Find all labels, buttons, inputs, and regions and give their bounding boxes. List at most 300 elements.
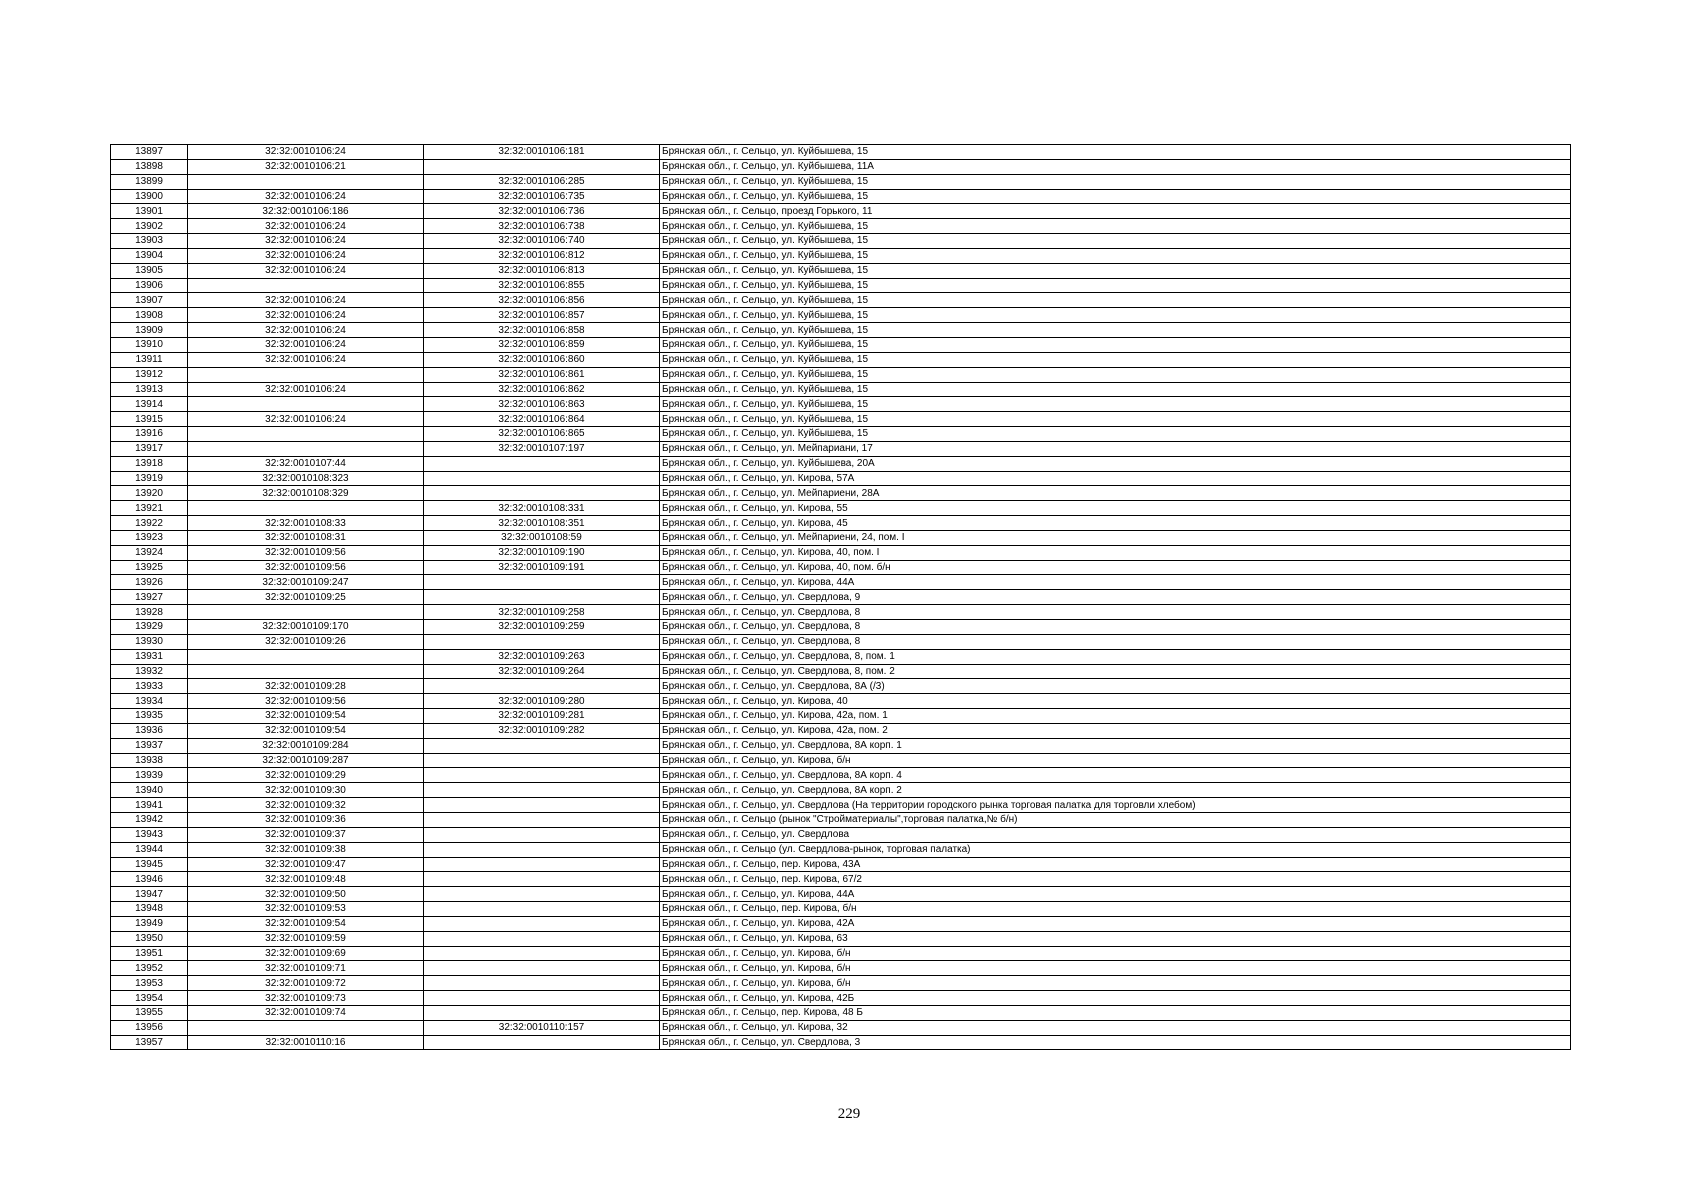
cadastral-number-a-cell: 32:32:0010106:24 — [188, 352, 424, 367]
address-cell: Брянская обл., г. Сельцо, ул. Свердлова, 8А корп. 1 — [660, 738, 1571, 753]
cadastral-number-b-cell — [424, 798, 660, 813]
cadastral-number-a-cell — [188, 427, 424, 442]
table-row — [111, 575, 1571, 590]
cadastral-number-b-cell — [424, 768, 660, 783]
cadastral-number-b-cell — [424, 486, 660, 501]
row-number-cell: 13899 — [111, 174, 188, 189]
table-row — [111, 738, 1571, 753]
table-row — [111, 397, 1571, 412]
address-cell: Брянская обл., г. Сельцо, ул. Кирова, б/н — [660, 976, 1571, 991]
table-row — [111, 709, 1571, 724]
table-row — [111, 1005, 1571, 1020]
table-row — [111, 174, 1571, 189]
row-number-cell: 13941 — [111, 798, 188, 813]
row-number-cell: 13897 — [111, 145, 188, 160]
address-cell: Брянская обл., г. Сельцо, ул. Куйбышева, 15 — [660, 145, 1571, 160]
cadastral-number-a-cell — [188, 1020, 424, 1035]
row-number-cell: 13906 — [111, 278, 188, 293]
cadastral-number-b-cell: 32:32:0010106:856 — [424, 293, 660, 308]
address-cell: Брянская обл., г. Сельцо, ул. Куйбышева, 15 — [660, 278, 1571, 293]
address-cell: Брянская обл., г. Сельцо, ул. Кирова, б/н — [660, 946, 1571, 961]
registry-table-body — [111, 145, 1571, 1050]
address-cell: Брянская обл., г. Сельцо, ул. Куйбышева, 15 — [660, 397, 1571, 412]
row-number-cell: 13925 — [111, 560, 188, 575]
address-cell: Брянская обл., г. Сельцо, пер. Кирова, б/н — [660, 902, 1571, 917]
cadastral-number-a-cell — [188, 664, 424, 679]
cadastral-number-b-cell: 32:32:0010106:861 — [424, 367, 660, 382]
cadastral-number-b-cell — [424, 590, 660, 605]
table-row — [111, 308, 1571, 323]
row-number-cell: 13929 — [111, 620, 188, 635]
table-row — [111, 649, 1571, 664]
address-cell: Брянская обл., г. Сельцо, ул. Куйбышева, 15 — [660, 323, 1571, 338]
row-number-cell: 13921 — [111, 501, 188, 516]
address-cell: Брянская обл., г. Сельцо, ул. Кирова, 42а, пом. 1 — [660, 709, 1571, 724]
cadastral-number-a-cell: 32:32:0010106:24 — [188, 337, 424, 352]
address-cell: Брянская обл., г. Сельцо, ул. Свердлова, 9 — [660, 590, 1571, 605]
cadastral-number-b-cell — [424, 159, 660, 174]
table-row — [111, 768, 1571, 783]
address-cell: Брянская обл., г. Сельцо, ул. Куйбышева, 11А — [660, 159, 1571, 174]
address-cell: Брянская обл., г. Сельцо, ул. Кирова, б/н — [660, 753, 1571, 768]
row-number-cell: 13927 — [111, 590, 188, 605]
row-number-cell: 13937 — [111, 738, 188, 753]
address-cell: Брянская обл., г. Сельцо, ул. Мейпариени, 24, пом. I — [660, 530, 1571, 545]
table-row — [111, 427, 1571, 442]
cadastral-number-b-cell — [424, 902, 660, 917]
address-cell: Брянская обл., г. Сельцо, проезд Горького, 11 — [660, 204, 1571, 219]
cadastral-number-b-cell — [424, 961, 660, 976]
cadastral-number-b-cell: 32:32:0010106:859 — [424, 337, 660, 352]
address-cell: Брянская обл., г. Сельцо, ул. Куйбышева, 15 — [660, 308, 1571, 323]
address-cell: Брянская обл., г. Сельцо (рынок "Стройматериалы",торговая палатка,№ б/н) — [660, 812, 1571, 827]
address-cell: Брянская обл., г. Сельцо, ул. Куйбышева, 15 — [660, 189, 1571, 204]
table-row — [111, 902, 1571, 917]
cadastral-number-a-cell: 32:32:0010109:30 — [188, 783, 424, 798]
cadastral-number-a-cell — [188, 367, 424, 382]
address-cell: Брянская обл., г. Сельцо, ул. Куйбышева, 15 — [660, 382, 1571, 397]
row-number-cell: 13943 — [111, 827, 188, 842]
cadastral-number-b-cell — [424, 842, 660, 857]
row-number-cell: 13903 — [111, 234, 188, 249]
table-row — [111, 887, 1571, 902]
cadastral-number-b-cell: 32:32:0010106:813 — [424, 263, 660, 278]
address-cell: Брянская обл., г. Сельцо, ул. Кирова, 55 — [660, 501, 1571, 516]
table-row — [111, 530, 1571, 545]
cadastral-number-a-cell — [188, 649, 424, 664]
cadastral-number-a-cell: 32:32:0010106:24 — [188, 308, 424, 323]
table-row — [111, 352, 1571, 367]
row-number-cell: 13947 — [111, 887, 188, 902]
row-number-cell: 13946 — [111, 872, 188, 887]
table-row — [111, 991, 1571, 1006]
cadastral-number-a-cell: 32:32:0010108:33 — [188, 516, 424, 531]
table-row — [111, 812, 1571, 827]
cadastral-number-b-cell: 32:32:0010106:862 — [424, 382, 660, 397]
cadastral-number-b-cell: 32:32:0010106:863 — [424, 397, 660, 412]
address-cell: Брянская обл., г. Сельцо, ул. Мейпариени, 28А — [660, 486, 1571, 501]
row-number-cell: 13918 — [111, 456, 188, 471]
address-cell: Брянская обл., г. Сельцо, ул. Кирова, б/н — [660, 961, 1571, 976]
row-number-cell: 13953 — [111, 976, 188, 991]
table-row — [111, 486, 1571, 501]
cadastral-number-b-cell — [424, 679, 660, 694]
table-row — [111, 872, 1571, 887]
cadastral-number-b-cell: 32:32:0010106:736 — [424, 204, 660, 219]
table-row — [111, 679, 1571, 694]
cadastral-number-a-cell: 32:32:0010109:284 — [188, 738, 424, 753]
cadastral-number-a-cell: 32:32:0010109:170 — [188, 620, 424, 635]
row-number-cell: 13956 — [111, 1020, 188, 1035]
row-number-cell: 13933 — [111, 679, 188, 694]
table-row — [111, 857, 1571, 872]
address-cell: Брянская обл., г. Сельцо, ул. Свердлова, 8 — [660, 620, 1571, 635]
cadastral-number-b-cell — [424, 827, 660, 842]
address-cell: Брянская обл., г. Сельцо, ул. Свердлова, 8А корп. 2 — [660, 783, 1571, 798]
row-number-cell: 13911 — [111, 352, 188, 367]
row-number-cell: 13923 — [111, 530, 188, 545]
cadastral-number-b-cell: 32:32:0010106:285 — [424, 174, 660, 189]
row-number-cell: 13942 — [111, 812, 188, 827]
row-number-cell: 13905 — [111, 263, 188, 278]
address-cell: Брянская обл., г. Сельцо, ул. Куйбышева, 15 — [660, 219, 1571, 234]
cadastral-number-b-cell: 32:32:0010109:190 — [424, 545, 660, 560]
cadastral-number-b-cell: 32:32:0010109:258 — [424, 605, 660, 620]
cadastral-number-a-cell: 32:32:0010108:31 — [188, 530, 424, 545]
cadastral-number-a-cell: 32:32:0010109:73 — [188, 991, 424, 1006]
cadastral-number-b-cell: 32:32:0010106:864 — [424, 412, 660, 427]
row-number-cell: 13939 — [111, 768, 188, 783]
address-cell: Брянская обл., г. Сельцо, ул. Свердлова, 8, пом. 1 — [660, 649, 1571, 664]
table-row — [111, 694, 1571, 709]
cadastral-number-a-cell: 32:32:0010106:24 — [188, 145, 424, 160]
table-row — [111, 293, 1571, 308]
cadastral-number-b-cell — [424, 812, 660, 827]
registry-table — [110, 144, 1571, 1050]
cadastral-number-a-cell: 32:32:0010106:24 — [188, 263, 424, 278]
address-cell: Брянская обл., г. Сельцо, ул. Куйбышева, 15 — [660, 412, 1571, 427]
cadastral-number-a-cell: 32:32:0010106:24 — [188, 219, 424, 234]
address-cell: Брянская обл., г. Сельцо, ул. Кирова, 40, пом. I — [660, 545, 1571, 560]
row-number-cell: 13907 — [111, 293, 188, 308]
table-row — [111, 263, 1571, 278]
row-number-cell: 13902 — [111, 219, 188, 234]
address-cell: Брянская обл., г. Сельцо, ул. Свердлова, 8, пом. 2 — [660, 664, 1571, 679]
cadastral-number-b-cell — [424, 916, 660, 931]
row-number-cell: 13952 — [111, 961, 188, 976]
row-number-cell: 13955 — [111, 1005, 188, 1020]
page-number: 229 — [837, 1106, 861, 1122]
cadastral-number-a-cell: 32:32:0010109:47 — [188, 857, 424, 872]
table-row — [111, 560, 1571, 575]
cadastral-number-b-cell: 32:32:0010107:197 — [424, 441, 660, 456]
cadastral-number-a-cell: 32:32:0010109:54 — [188, 723, 424, 738]
cadastral-number-a-cell: 32:32:0010109:32 — [188, 798, 424, 813]
cadastral-number-a-cell: 32:32:0010106:24 — [188, 382, 424, 397]
cadastral-number-a-cell: 32:32:0010109:48 — [188, 872, 424, 887]
cadastral-number-b-cell: 32:32:0010106:812 — [424, 248, 660, 263]
cadastral-number-b-cell — [424, 456, 660, 471]
address-cell: Брянская обл., г. Сельцо, ул. Куйбышева, 20А — [660, 456, 1571, 471]
address-cell: Брянская обл., г. Сельцо, ул. Мейпариани, 17 — [660, 441, 1571, 456]
address-cell: Брянская обл., г. Сельцо, ул. Куйбышева, 15 — [660, 427, 1571, 442]
address-cell: Брянская обл., г. Сельцо, ул. Кирова, 63 — [660, 931, 1571, 946]
row-number-cell: 13900 — [111, 189, 188, 204]
table-row — [111, 456, 1571, 471]
address-cell: Брянская обл., г. Сельцо, ул. Кирова, 57А — [660, 471, 1571, 486]
cadastral-number-b-cell — [424, 575, 660, 590]
address-cell: Брянская обл., г. Сельцо, ул. Куйбышева, 15 — [660, 337, 1571, 352]
table-row — [111, 664, 1571, 679]
address-cell: Брянская обл., г. Сельцо, ул. Кирова, 45 — [660, 516, 1571, 531]
address-cell: Брянская обл., г. Сельцо, ул. Свердлова (На территории городского рынка торговая палатка для торговли хлебом) — [660, 798, 1571, 813]
row-number-cell: 13948 — [111, 902, 188, 917]
cadastral-number-b-cell: 32:32:0010106:181 — [424, 145, 660, 160]
cadastral-number-b-cell: 32:32:0010109:264 — [424, 664, 660, 679]
cadastral-number-a-cell: 32:32:0010108:329 — [188, 486, 424, 501]
row-number-cell: 13909 — [111, 323, 188, 338]
address-cell: Брянская обл., г. Сельцо, ул. Кирова, 42Б — [660, 991, 1571, 1006]
table-row — [111, 783, 1571, 798]
table-row — [111, 248, 1571, 263]
table-row — [111, 367, 1571, 382]
table-row — [111, 916, 1571, 931]
row-number-cell: 13913 — [111, 382, 188, 397]
address-cell: Брянская обл., г. Сельцо, ул. Куйбышева, 15 — [660, 234, 1571, 249]
cadastral-number-a-cell: 32:32:0010106:24 — [188, 323, 424, 338]
row-number-cell: 13931 — [111, 649, 188, 664]
cadastral-number-a-cell: 32:32:0010109:28 — [188, 679, 424, 694]
table-row — [111, 219, 1571, 234]
cadastral-number-a-cell: 32:32:0010109:247 — [188, 575, 424, 590]
cadastral-number-a-cell: 32:32:0010109:54 — [188, 709, 424, 724]
cadastral-number-b-cell: 32:32:0010109:259 — [424, 620, 660, 635]
cadastral-number-a-cell — [188, 174, 424, 189]
table-row — [111, 605, 1571, 620]
row-number-cell: 13934 — [111, 694, 188, 709]
table-row — [111, 976, 1571, 991]
table-row — [111, 501, 1571, 516]
cadastral-number-b-cell: 32:32:0010106:738 — [424, 219, 660, 234]
address-cell: Брянская обл., г. Сельцо, пер. Кирова, 43А — [660, 857, 1571, 872]
cadastral-number-a-cell: 32:32:0010109:72 — [188, 976, 424, 991]
row-number-cell: 13912 — [111, 367, 188, 382]
address-cell: Брянская обл., г. Сельцо, ул. Кирова, 40, пом. б/н — [660, 560, 1571, 575]
table-row — [111, 1020, 1571, 1035]
cadastral-number-a-cell: 32:32:0010109:69 — [188, 946, 424, 961]
table-row — [111, 827, 1571, 842]
cadastral-number-a-cell — [188, 397, 424, 412]
cadastral-number-a-cell: 32:32:0010109:56 — [188, 545, 424, 560]
cadastral-number-b-cell: 32:32:0010106:855 — [424, 278, 660, 293]
row-number-cell: 13920 — [111, 486, 188, 501]
row-number-cell: 13898 — [111, 159, 188, 174]
table-row — [111, 204, 1571, 219]
row-number-cell: 13901 — [111, 204, 188, 219]
cadastral-number-b-cell: 32:32:0010106:865 — [424, 427, 660, 442]
table-row — [111, 412, 1571, 427]
cadastral-number-a-cell: 32:32:0010109:56 — [188, 694, 424, 709]
row-number-cell: 13910 — [111, 337, 188, 352]
row-number-cell: 13957 — [111, 1035, 188, 1050]
cadastral-number-b-cell: 32:32:0010110:157 — [424, 1020, 660, 1035]
table-row — [111, 337, 1571, 352]
row-number-cell: 13915 — [111, 412, 188, 427]
cadastral-number-a-cell: 32:32:0010109:25 — [188, 590, 424, 605]
table-row — [111, 946, 1571, 961]
row-number-cell: 13914 — [111, 397, 188, 412]
address-cell: Брянская обл., г. Сельцо (ул. Свердлова-рынок, торговая палатка) — [660, 842, 1571, 857]
address-cell: Брянская обл., г. Сельцо, ул. Кирова, 40 — [660, 694, 1571, 709]
cadastral-number-b-cell: 32:32:0010106:857 — [424, 308, 660, 323]
row-number-cell: 13908 — [111, 308, 188, 323]
table-row — [111, 842, 1571, 857]
cadastral-number-b-cell — [424, 976, 660, 991]
cadastral-number-a-cell: 32:32:0010109:59 — [188, 931, 424, 946]
address-cell: Брянская обл., г. Сельцо, ул. Свердлова, 8А корп. 4 — [660, 768, 1571, 783]
table-row — [111, 189, 1571, 204]
address-cell: Брянская обл., г. Сельцо, ул. Куйбышева, 15 — [660, 367, 1571, 382]
address-cell: Брянская обл., г. Сельцо, ул. Куйбышева, 15 — [660, 293, 1571, 308]
cadastral-number-a-cell: 32:32:0010107:44 — [188, 456, 424, 471]
table-row — [111, 145, 1571, 160]
table-row — [111, 441, 1571, 456]
cadastral-number-a-cell — [188, 501, 424, 516]
address-cell: Брянская обл., г. Сельцо, ул. Кирова, 42а, пом. 2 — [660, 723, 1571, 738]
cadastral-number-b-cell: 32:32:0010109:281 — [424, 709, 660, 724]
row-number-cell: 13951 — [111, 946, 188, 961]
row-number-cell: 13922 — [111, 516, 188, 531]
cadastral-number-b-cell — [424, 634, 660, 649]
row-number-cell: 13950 — [111, 931, 188, 946]
row-number-cell: 13919 — [111, 471, 188, 486]
cadastral-number-b-cell: 32:32:0010106:860 — [424, 352, 660, 367]
row-number-cell: 13926 — [111, 575, 188, 590]
cadastral-number-b-cell — [424, 991, 660, 1006]
cadastral-number-a-cell: 32:32:0010110:16 — [188, 1035, 424, 1050]
table-row — [111, 545, 1571, 560]
row-number-cell: 13938 — [111, 753, 188, 768]
address-cell: Брянская обл., г. Сельцо, пер. Кирова, 48 Б — [660, 1005, 1571, 1020]
row-number-cell: 13928 — [111, 605, 188, 620]
cadastral-number-b-cell — [424, 471, 660, 486]
cadastral-number-a-cell: 32:32:0010106:24 — [188, 412, 424, 427]
address-cell: Брянская обл., г. Сельцо, ул. Свердлова, 3 — [660, 1035, 1571, 1050]
cadastral-number-b-cell — [424, 946, 660, 961]
table-row — [111, 516, 1571, 531]
cadastral-number-a-cell: 32:32:0010106:24 — [188, 293, 424, 308]
cadastral-number-a-cell — [188, 605, 424, 620]
address-cell: Брянская обл., г. Сельцо, ул. Свердлова, 8А (/3) — [660, 679, 1571, 694]
cadastral-number-b-cell — [424, 783, 660, 798]
row-number-cell: 13930 — [111, 634, 188, 649]
cadastral-number-a-cell: 32:32:0010109:74 — [188, 1005, 424, 1020]
cadastral-number-a-cell: 32:32:0010106:21 — [188, 159, 424, 174]
row-number-cell: 13917 — [111, 441, 188, 456]
cadastral-number-b-cell — [424, 931, 660, 946]
cadastral-number-b-cell: 32:32:0010106:740 — [424, 234, 660, 249]
cadastral-number-b-cell: 32:32:0010109:191 — [424, 560, 660, 575]
address-cell: Брянская обл., г. Сельцо, ул. Куйбышева, 15 — [660, 352, 1571, 367]
cadastral-number-a-cell: 32:32:0010109:37 — [188, 827, 424, 842]
table-row — [111, 753, 1571, 768]
table-row — [111, 1035, 1571, 1050]
table-row — [111, 323, 1571, 338]
address-cell: Брянская обл., г. Сельцо, ул. Куйбышева, 15 — [660, 248, 1571, 263]
address-cell: Брянская обл., г. Сельцо, ул. Свердлова, 8 — [660, 605, 1571, 620]
table-row — [111, 961, 1571, 976]
cadastral-number-a-cell: 32:32:0010106:24 — [188, 248, 424, 263]
cadastral-number-a-cell: 32:32:0010109:53 — [188, 902, 424, 917]
table-row — [111, 590, 1571, 605]
row-number-cell: 13949 — [111, 916, 188, 931]
table-row — [111, 278, 1571, 293]
address-cell: Брянская обл., г. Сельцо, ул. Кирова, 42А — [660, 916, 1571, 931]
cadastral-number-b-cell: 32:32:0010109:280 — [424, 694, 660, 709]
cadastral-number-a-cell: 32:32:0010109:38 — [188, 842, 424, 857]
row-number-cell: 13945 — [111, 857, 188, 872]
cadastral-number-b-cell — [424, 753, 660, 768]
address-cell: Брянская обл., г. Сельцо, ул. Кирова, 32 — [660, 1020, 1571, 1035]
cadastral-number-b-cell: 32:32:0010109:282 — [424, 723, 660, 738]
cadastral-number-a-cell: 32:32:0010109:71 — [188, 961, 424, 976]
cadastral-number-b-cell: 32:32:0010108:59 — [424, 530, 660, 545]
cadastral-number-b-cell: 32:32:0010108:331 — [424, 501, 660, 516]
row-number-cell: 13944 — [111, 842, 188, 857]
row-number-cell: 13936 — [111, 723, 188, 738]
cadastral-number-a-cell — [188, 278, 424, 293]
row-number-cell: 13954 — [111, 991, 188, 1006]
cadastral-number-b-cell: 32:32:0010106:858 — [424, 323, 660, 338]
cadastral-number-b-cell: 32:32:0010108:351 — [424, 516, 660, 531]
table-row — [111, 798, 1571, 813]
cadastral-number-a-cell: 32:32:0010108:323 — [188, 471, 424, 486]
table-row — [111, 471, 1571, 486]
table-row — [111, 723, 1571, 738]
table-row — [111, 382, 1571, 397]
address-cell: Брянская обл., г. Сельцо, ул. Куйбышева, 15 — [660, 263, 1571, 278]
cadastral-number-a-cell: 32:32:0010109:29 — [188, 768, 424, 783]
address-cell: Брянская обл., г. Сельцо, пер. Кирова, 67/2 — [660, 872, 1571, 887]
address-cell: Брянская обл., г. Сельцо, ул. Кирова, 44А — [660, 887, 1571, 902]
cadastral-number-b-cell — [424, 872, 660, 887]
cadastral-number-a-cell: 32:32:0010106:24 — [188, 234, 424, 249]
cadastral-number-b-cell — [424, 1005, 660, 1020]
table-row — [111, 620, 1571, 635]
row-number-cell: 13916 — [111, 427, 188, 442]
row-number-cell: 13904 — [111, 248, 188, 263]
cadastral-number-a-cell: 32:32:0010109:36 — [188, 812, 424, 827]
address-cell: Брянская обл., г. Сельцо, ул. Кирова, 44А — [660, 575, 1571, 590]
cadastral-number-b-cell — [424, 857, 660, 872]
table-row — [111, 159, 1571, 174]
cadastral-number-b-cell — [424, 887, 660, 902]
cadastral-number-a-cell: 32:32:0010109:54 — [188, 916, 424, 931]
cadastral-number-a-cell: 32:32:0010106:186 — [188, 204, 424, 219]
address-cell: Брянская обл., г. Сельцо, ул. Свердлова, 8 — [660, 634, 1571, 649]
table-row — [111, 634, 1571, 649]
cadastral-number-a-cell — [188, 441, 424, 456]
cadastral-number-a-cell: 32:32:0010109:50 — [188, 887, 424, 902]
row-number-cell: 13924 — [111, 545, 188, 560]
table-row — [111, 234, 1571, 249]
table-row — [111, 931, 1571, 946]
row-number-cell: 13935 — [111, 709, 188, 724]
cadastral-number-a-cell: 32:32:0010106:24 — [188, 189, 424, 204]
cadastral-number-b-cell: 32:32:0010106:735 — [424, 189, 660, 204]
row-number-cell: 13932 — [111, 664, 188, 679]
cadastral-number-a-cell: 32:32:0010109:56 — [188, 560, 424, 575]
